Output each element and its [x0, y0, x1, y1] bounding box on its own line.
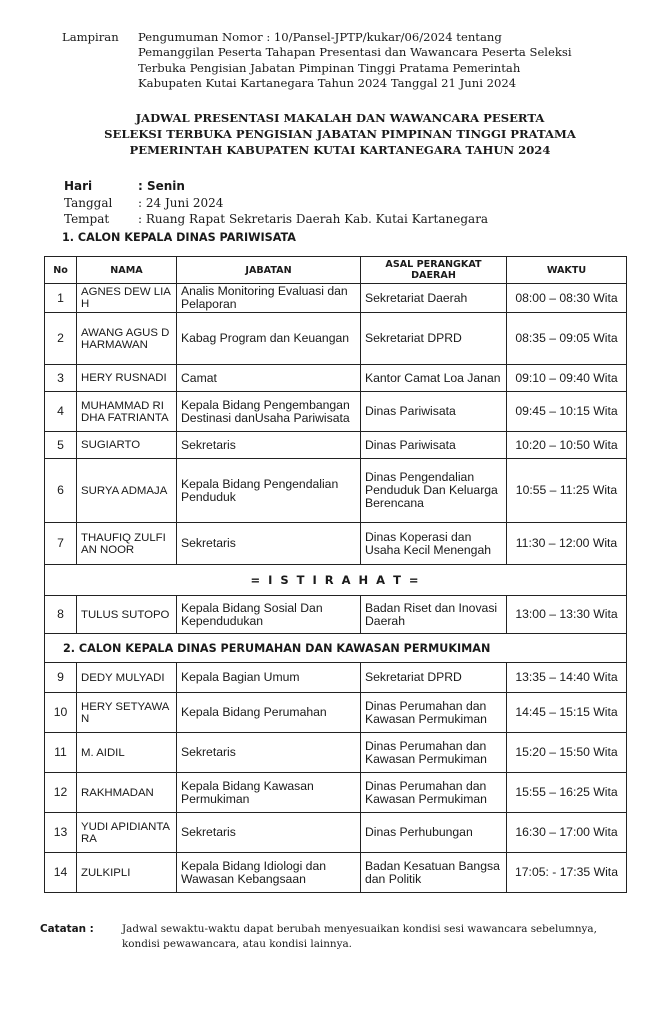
title-line: JADWAL PRESENTASI MAKALAH DAN WAWANCARA PESERTA	[135, 111, 545, 125]
cell-no: 3	[45, 365, 77, 392]
cell-asal: Dinas Perumahan dan Kawasan Permukiman	[361, 693, 507, 733]
cell-no: 13	[45, 813, 77, 853]
cell-nama: ZULKIPLI	[77, 853, 177, 893]
cell-waktu: 08:35 – 09:05 Wita	[507, 313, 627, 365]
cell-asal: Dinas Pengendalian Penduduk Dan Keluarga Berencana	[361, 459, 507, 523]
cell-jabatan: Kabag Program dan Keuangan	[177, 313, 361, 365]
hari-label: Hari	[64, 179, 93, 193]
schedule-table	[44, 256, 627, 893]
table-row	[45, 596, 627, 634]
document-title	[40, 110, 640, 158]
tempat-value: : Ruang Rapat Sekretaris Daerah Kab. Kutai Kartanegara	[138, 212, 489, 226]
cell-asal: Sekretariat DPRD	[361, 663, 507, 693]
cell-nama: MUHAMMAD RIDHA FATRIANTA	[77, 392, 177, 432]
col-no: No	[45, 257, 77, 284]
cell-nama: YUDI APIDIANTARA	[77, 813, 177, 853]
cell-asal: Dinas Pariwisata	[361, 392, 507, 432]
cell-jabatan: Kepala Bidang Sosial Dan Kependudukan	[177, 596, 361, 634]
lampiran-header	[62, 30, 624, 92]
lampiran-lead: Lampiran	[62, 30, 119, 44]
cell-waktu: 08:00 – 08:30 Wita	[507, 284, 627, 313]
cell-asal: Dinas Perumahan dan Kawasan Permukiman	[361, 773, 507, 813]
cell-nama: SURYA ADMAJA	[77, 459, 177, 523]
cell-no: 10	[45, 693, 77, 733]
cell-waktu: 15:55 – 16:25 Wita	[507, 773, 627, 813]
table-row	[45, 523, 627, 565]
cell-waktu: 10:55 – 11:25 Wita	[507, 459, 627, 523]
cell-asal: Dinas Perumahan dan Kawasan Permukiman	[361, 733, 507, 773]
cell-asal: Sekretariat DPRD	[361, 313, 507, 365]
hari-value: : Senin	[138, 179, 185, 193]
cell-jabatan: Sekretaris	[177, 813, 361, 853]
tanggal-label: Tanggal	[64, 195, 113, 210]
cell-jabatan: Kepala Bidang Perumahan	[177, 693, 361, 733]
cell-asal: Dinas Perhubungan	[361, 813, 507, 853]
cell-jabatan: Kepala Bidang Pengembangan Destinasi danUsaha Pariwisata	[177, 392, 361, 432]
cell-waktu: 09:45 – 10:15 Wita	[507, 392, 627, 432]
lampiran-line: Kabupaten Kutai Kartanegara Tahun 2024 Tanggal 21 Juni 2024	[138, 76, 517, 91]
col-asal: ASAL PERANGKAT DAERAH	[361, 257, 507, 284]
cell-nama: HERY SETYAWAN	[77, 693, 177, 733]
cell-jabatan: Sekretaris	[177, 733, 361, 773]
cell-jabatan: Sekretaris	[177, 432, 361, 459]
cell-no: 2	[45, 313, 77, 365]
cell-waktu: 13:35 – 14:40 Wita	[507, 663, 627, 693]
cell-no: 4	[45, 392, 77, 432]
title-line: SELEKSI TERBUKA PENGISIAN JABATAN PIMPINAN TINGGI PRATAMA	[104, 127, 576, 141]
cell-nama: M. AIDIL	[77, 733, 177, 773]
cell-asal: Sekretariat Daerah	[361, 284, 507, 313]
table-row	[45, 813, 627, 853]
cell-nama: AWANG AGUS DHARMAWAN	[77, 313, 177, 365]
table-row	[45, 733, 627, 773]
col-jabatan: JABATAN	[177, 257, 361, 284]
table-row	[45, 392, 627, 432]
cell-nama: HERY RUSNADI	[77, 365, 177, 392]
cell-no: 6	[45, 459, 77, 523]
table-row	[45, 693, 627, 733]
table-row	[45, 432, 627, 459]
cell-no: 12	[45, 773, 77, 813]
cell-asal: Badan Kesatuan Bangsa dan Politik	[361, 853, 507, 893]
section-2-heading: 2. CALON KEPALA DINAS PERUMAHAN DAN KAWASAN PERMUKIMAN	[45, 634, 627, 663]
cell-waktu: 13:00 – 13:30 Wita	[507, 596, 627, 634]
cell-nama: RAKHMADAN	[77, 773, 177, 813]
cell-waktu: 10:20 – 10:50 Wita	[507, 432, 627, 459]
cell-nama: SUGIARTO	[77, 432, 177, 459]
cell-asal: Kantor Camat Loa Janan	[361, 365, 507, 392]
catatan	[40, 922, 630, 951]
cell-nama: AGNES DEW LIAH	[77, 284, 177, 313]
cell-nama: THAUFIQ ZULFIAN NOOR	[77, 523, 177, 565]
lampiran-line: Terbuka Pengisian Jabatan Pimpinan Tinggi Pratama Pemerintah	[138, 60, 521, 75]
cell-no: 7	[45, 523, 77, 565]
cell-no: 9	[45, 663, 77, 693]
cell-waktu: 16:30 – 17:00 Wita	[507, 813, 627, 853]
table-row	[45, 284, 627, 313]
cell-nama: DEDY MULYADI	[77, 663, 177, 693]
title-line: PEMERINTAH KABUPATEN KUTAI KARTANEGARA TAHUN 2024	[129, 143, 551, 157]
schedule-info	[64, 178, 488, 228]
cell-no: 11	[45, 733, 77, 773]
tanggal-value: : 24 Juni 2024	[138, 195, 224, 210]
table-row	[45, 853, 627, 893]
cell-jabatan: Kepala Bidang Pengendalian Penduduk	[177, 459, 361, 523]
table-row	[45, 313, 627, 365]
tempat-label: Tempat	[64, 212, 110, 226]
cell-no: 1	[45, 284, 77, 313]
cell-asal: Badan Riset dan Inovasi Daerah	[361, 596, 507, 634]
cell-waktu: 14:45 – 15:15 Wita	[507, 693, 627, 733]
cell-waktu: 11:30 – 12:00 Wita	[507, 523, 627, 565]
break-label: = I S T I R A H A T =	[45, 565, 627, 596]
lampiran-line: Pengumuman Nomor : 10/Pansel-JPTP/kukar/06/2024 tentang	[138, 30, 502, 44]
section-1-heading: 1. CALON KEPALA DINAS PARIWISATA	[62, 231, 296, 244]
cell-waktu: 09:10 – 09:40 Wita	[507, 365, 627, 392]
cell-waktu: 17:05: - 17:35 Wita	[507, 853, 627, 893]
cell-jabatan: Kepala Bidang Kawasan Permukiman	[177, 773, 361, 813]
section-2-row	[45, 634, 627, 663]
cell-jabatan: Kepala Bagian Umum	[177, 663, 361, 693]
lampiran-line: Pemanggilan Peserta Tahapan Presentasi dan Wawancara Peserta Seleksi	[138, 45, 572, 60]
cell-jabatan: Camat	[177, 365, 361, 392]
col-nama: NAMA	[77, 257, 177, 284]
cell-waktu: 15:20 – 15:50 Wita	[507, 733, 627, 773]
cell-asal: Dinas Koperasi dan Usaha Kecil Menengah	[361, 523, 507, 565]
cell-jabatan: Kepala Bidang Idiologi dan Wawasan Kebangsaan	[177, 853, 361, 893]
table-row	[45, 365, 627, 392]
cell-no: 5	[45, 432, 77, 459]
col-waktu: WAKTU	[507, 257, 627, 284]
cell-nama: TULUS SUTOPO	[77, 596, 177, 634]
table-row	[45, 773, 627, 813]
cell-no: 14	[45, 853, 77, 893]
table-row	[45, 459, 627, 523]
cell-no: 8	[45, 596, 77, 634]
catatan-label: Catatan :	[40, 923, 94, 935]
break-row	[45, 565, 627, 596]
table-row	[45, 663, 627, 693]
cell-jabatan: Sekretaris	[177, 523, 361, 565]
cell-asal: Dinas Pariwisata	[361, 432, 507, 459]
cell-jabatan: Analis Monitoring Evaluasi dan Pelaporan	[177, 284, 361, 313]
catatan-text: Jadwal sewaktu-waktu dapat berubah menyesuaikan kondisi sesi wawancara sebelumnya, kondisi pewawancara, atau kondisi lainnya.	[122, 923, 597, 950]
